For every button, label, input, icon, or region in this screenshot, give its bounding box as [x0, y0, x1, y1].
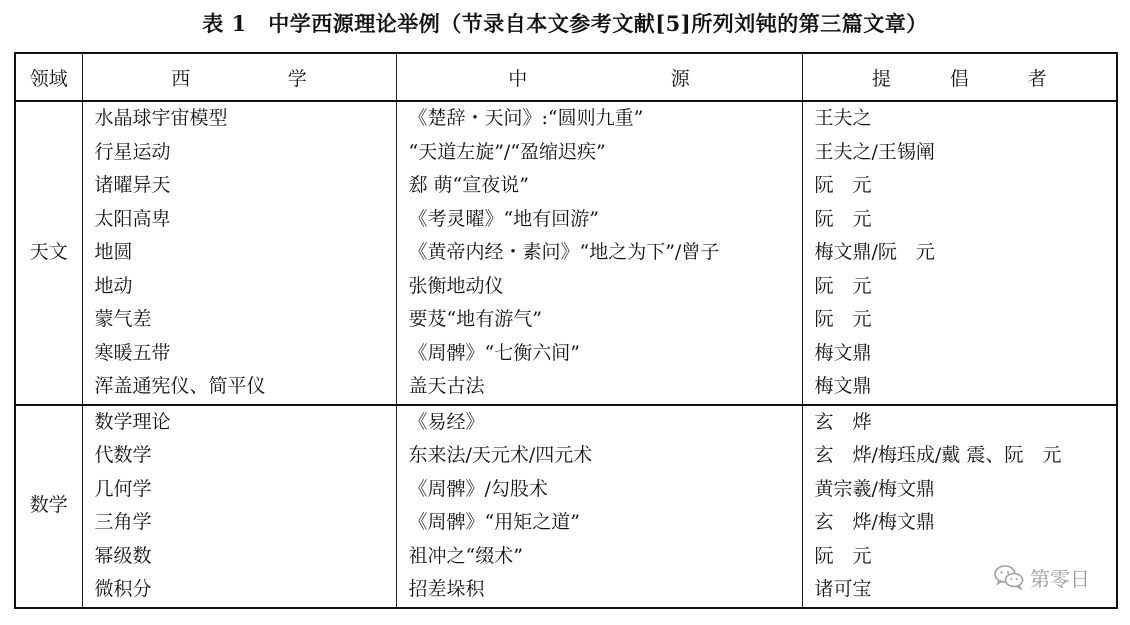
western-cell: 浑盖通宪仪、简平仪 [82, 370, 396, 405]
header-row [15, 53, 1117, 101]
header-proposer-char: 者 [1027, 67, 1047, 90]
chinese-source-cell: 盖天古法 [396, 370, 802, 405]
proposer-cell: 玄 烨/梅珏成/戴 震、阮 元 [802, 439, 1117, 473]
proposer-cell: 阮 元 [802, 303, 1117, 337]
proposer-cell: 黄宗羲/梅文鼎 [802, 473, 1117, 507]
watermark [994, 563, 1090, 591]
western-cell: 行星运动 [82, 136, 396, 170]
chinese-source-cell: 《易经》 [396, 405, 802, 440]
table-row [15, 540, 1117, 574]
table-row [15, 236, 1117, 270]
chinese-source-cell: 《考灵曜》“地有回游” [396, 203, 802, 237]
header-proposer-char: 倡 [949, 67, 969, 90]
chinese-source-cell: 《楚辞・天问》:“圆则九重” [396, 101, 802, 136]
header-western [82, 53, 396, 101]
western-cell: 太阳高卑 [82, 203, 396, 237]
header-chinese [396, 53, 802, 101]
chinese-source-cell: 《周髀》“七衡六间” [396, 337, 802, 371]
western-cell: 地动 [82, 270, 396, 304]
proposer-cell: 阮 元 [802, 540, 1117, 574]
table-row [15, 169, 1117, 203]
header-chinese-char: 中 [508, 67, 528, 90]
wechat-icon [994, 564, 1024, 590]
watermark-text: 第零日 [1030, 566, 1090, 591]
western-cell: 幂级数 [82, 540, 396, 574]
header-proposer [802, 53, 1117, 101]
proposer-cell: 王夫之 [802, 101, 1117, 136]
theory-table [14, 52, 1118, 609]
table-row [15, 303, 1117, 337]
western-cell: 三角学 [82, 506, 396, 540]
western-cell: 寒暖五带 [82, 337, 396, 371]
proposer-cell: 梅文鼎 [802, 370, 1117, 405]
chinese-source-cell: 郄 萌“宣夜说” [396, 169, 802, 203]
western-cell: 地圆 [82, 236, 396, 270]
chinese-source-cell: 招差垛积 [396, 573, 802, 608]
table-row [15, 337, 1117, 371]
header-western-char: 学 [287, 67, 307, 90]
table-row [15, 473, 1117, 507]
table-row [15, 573, 1117, 608]
table-row [15, 136, 1117, 170]
table-row [15, 101, 1117, 136]
western-cell: 数学理论 [82, 405, 396, 440]
proposer-cell: 王夫之/王锡阐 [802, 136, 1117, 170]
western-cell: 几何学 [82, 473, 396, 507]
chinese-source-cell: 《黄帝内经・素问》“地之为下”/曾子 [396, 236, 802, 270]
proposer-cell: 阮 元 [802, 169, 1117, 203]
proposer-cell: 梅文鼎/阮 元 [802, 236, 1117, 270]
proposer-cell: 玄 烨/梅文鼎 [802, 506, 1117, 540]
western-cell: 代数学 [82, 439, 396, 473]
header-chinese-char: 源 [670, 67, 690, 90]
table-row [15, 203, 1117, 237]
chinese-source-cell: 东来法/天元术/四元术 [396, 439, 802, 473]
table-row [15, 439, 1117, 473]
proposer-cell: 诸可宝 [802, 573, 1117, 608]
western-cell: 诸曜异天 [82, 169, 396, 203]
table-caption: 表 1 中学西源理论举例（节录自本文参考文献[5]所列刘钝的第三篇文章） [202, 11, 928, 36]
chinese-source-cell: “天道左旋”/“盈缩迟疾” [396, 136, 802, 170]
table-row [15, 506, 1117, 540]
chinese-source-cell: 《周髀》“用矩之道” [396, 506, 802, 540]
chinese-source-cell: 祖冲之“缀术” [396, 540, 802, 574]
table-body [15, 101, 1117, 608]
header-domain: 领域 [15, 53, 82, 101]
domain-cell: 数学 [15, 405, 82, 608]
header-western-char: 西 [171, 67, 191, 90]
chinese-source-cell: 要芨“地有游气” [396, 303, 802, 337]
chinese-source-cell: 《周髀》/勾股术 [396, 473, 802, 507]
western-cell: 水晶球宇宙模型 [82, 101, 396, 136]
proposer-cell: 阮 元 [802, 203, 1117, 237]
table-row [15, 405, 1117, 440]
proposer-cell: 玄 烨 [802, 405, 1117, 440]
proposer-cell: 阮 元 [802, 270, 1117, 304]
table-row [15, 370, 1117, 405]
chinese-source-cell: 张衡地动仪 [396, 270, 802, 304]
domain-cell: 天文 [15, 101, 82, 405]
header-proposer-char: 提 [871, 67, 891, 90]
proposer-cell: 梅文鼎 [802, 337, 1117, 371]
western-cell: 蒙气差 [82, 303, 396, 337]
table-row [15, 270, 1117, 304]
western-cell: 微积分 [82, 573, 396, 608]
